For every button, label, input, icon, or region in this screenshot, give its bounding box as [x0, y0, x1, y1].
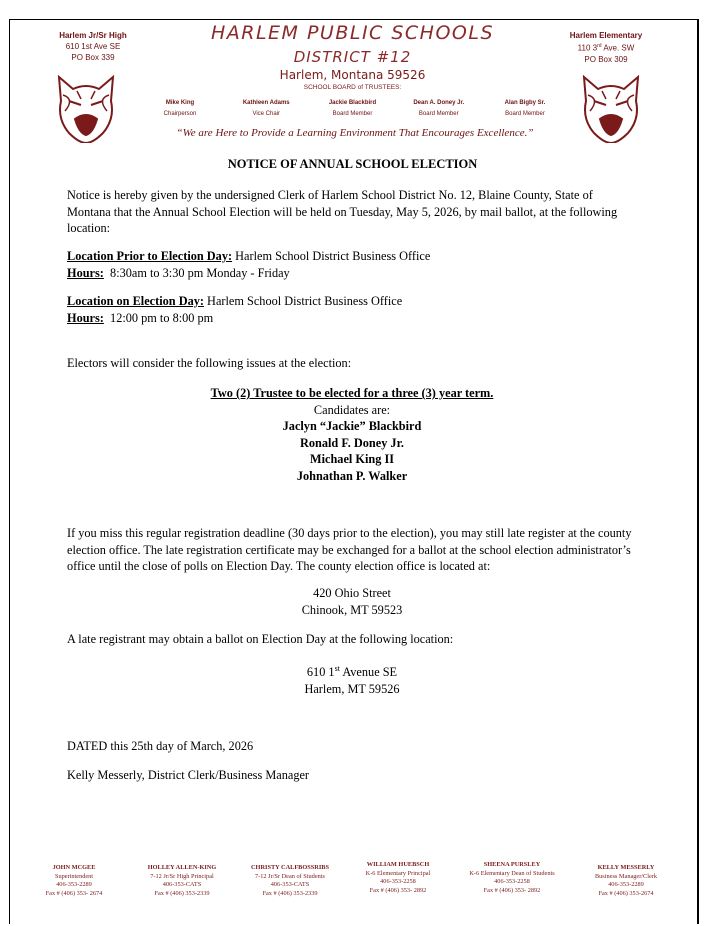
candidate: Michael King II — [309, 452, 395, 466]
prior-location: Location Prior to Election Day: Harlem School District Business Office Hours: 8:30am to 3:30 pm Monday - Friday — [67, 249, 431, 280]
intro-paragraph: Notice is hereby given by the undersigned Clerk of Harlem School District No. 12, Blaine County, State of Montana that the Annual School Election will be held on Tuesday, May 5, 2026, by mail ballot, at the following location: — [67, 188, 618, 235]
candidate: Ronald F. Doney Jr. — [300, 435, 404, 450]
candidate: Jaclyn “Jackie” Blackbird — [282, 419, 422, 433]
school-address: 110 3rd Ave. SW — [577, 43, 635, 53]
wildcat-logo-icon — [55, 75, 117, 143]
notice-title: NOTICE OF ANNUAL SCHOOL ELECTION — [227, 157, 478, 171]
staff-contact: JOHN MCGEE Superintendent 406-353-2289 Fax # (406) 353- 2674 — [45, 864, 103, 897]
school-address: 610 1st Ave SE — [65, 42, 121, 51]
trustee: Jackie Blackbird Board Member — [328, 100, 377, 117]
dated-line: DATED this 25th day of March, 2026 — [67, 739, 254, 753]
trustee: Dean A. Doney Jr. Board Member — [413, 100, 465, 117]
letterhead-city: Harlem, Montana 59526 — [279, 68, 426, 82]
left-school-info — [38, 30, 148, 63]
signature-line: Kelly Messerly, District Clerk/Business Manager — [67, 768, 310, 782]
school-po-box: PO Box 339 — [71, 53, 115, 62]
late-registration-paragraph: If you miss this regular registration deadline (30 days prior to the election), you may still late register at the county election office. The late registration certificate may be exchanged for a ballot at the school election administrator’s office until the close of polls on Election Day. The county election office is located at: — [67, 526, 632, 573]
election-day-location: Location on Election Day: Harlem School District Business Office Hours: 12:00 pm to 8:00 pm — [67, 294, 403, 325]
staff-contact: CHRISTY CALFBOSSRIBS 7-12 Jr/Sr Dean of Students 406-353-CATS Fax # (406) 353-2339 — [251, 864, 329, 897]
trustee: Mike King Chairperson — [163, 100, 197, 117]
candidate: Johnathan P. Walker — [296, 468, 408, 483]
late-ballot-text: A late registrant may obtain a ballot on Election Day at the following location: — [67, 632, 454, 646]
staff-footer — [20, 861, 680, 898]
letterhead-district: DISTRICT #12 — [293, 48, 412, 66]
board-label: SCHOOL BOARD of TRUSTEES: — [303, 84, 402, 91]
issues-text: Electors will consider the following issues at the election: — [67, 356, 352, 370]
staff-contact: KELLY MESSERLY Business Manager/Clerk 406-353-2289 Fax # (406) 353-2674 — [594, 864, 658, 897]
right-school-info — [551, 30, 661, 65]
trustee-list — [140, 98, 565, 120]
school-name: Harlem Jr/Sr High — [59, 31, 127, 40]
wildcat-logo-icon — [580, 75, 642, 143]
school-name: Harlem Elementary — [569, 31, 643, 40]
county-address: 420 Ohio Street Chinook, MT 59523 — [301, 586, 403, 617]
trustee: Alan Bigby Sr. Board Member — [504, 100, 546, 117]
trustee: Kathleen Adams Vice Chair — [242, 100, 290, 117]
letterhead-title: HARLEM PUBLIC SCHOOLS — [210, 22, 495, 44]
candidates-block: Two (2) Trustee to be elected for a three (3) year term. Candidates are: Jaclyn “Jackie” Blackbird Ronald F. Doney Jr. Michael King II Johnathan P. Walker — [210, 386, 494, 483]
staff-contact: WILLIAM HUEBSCH K-6 Elementary Principal 406-353-2258 Fax # (406) 353- 2892 — [365, 861, 431, 894]
staff-contact: SHEENA PURSLEY K-6 Elementary Dean of Students 406-353-2258 Fax # (406) 353- 2892 — [469, 861, 555, 894]
ballot-address: 610 1st Avenue SE Harlem, MT 59526 — [304, 664, 400, 696]
school-po-box: PO Box 309 — [584, 54, 628, 64]
motto: “We are Here to Provide a Learning Environment That Encourages Excellence.” — [176, 127, 534, 139]
staff-contact: HOLLEY ALLEN-KING 7-12 Jr/Sr High Principal 406-353-CATS Fax # (406) 353-2339 — [147, 864, 217, 897]
